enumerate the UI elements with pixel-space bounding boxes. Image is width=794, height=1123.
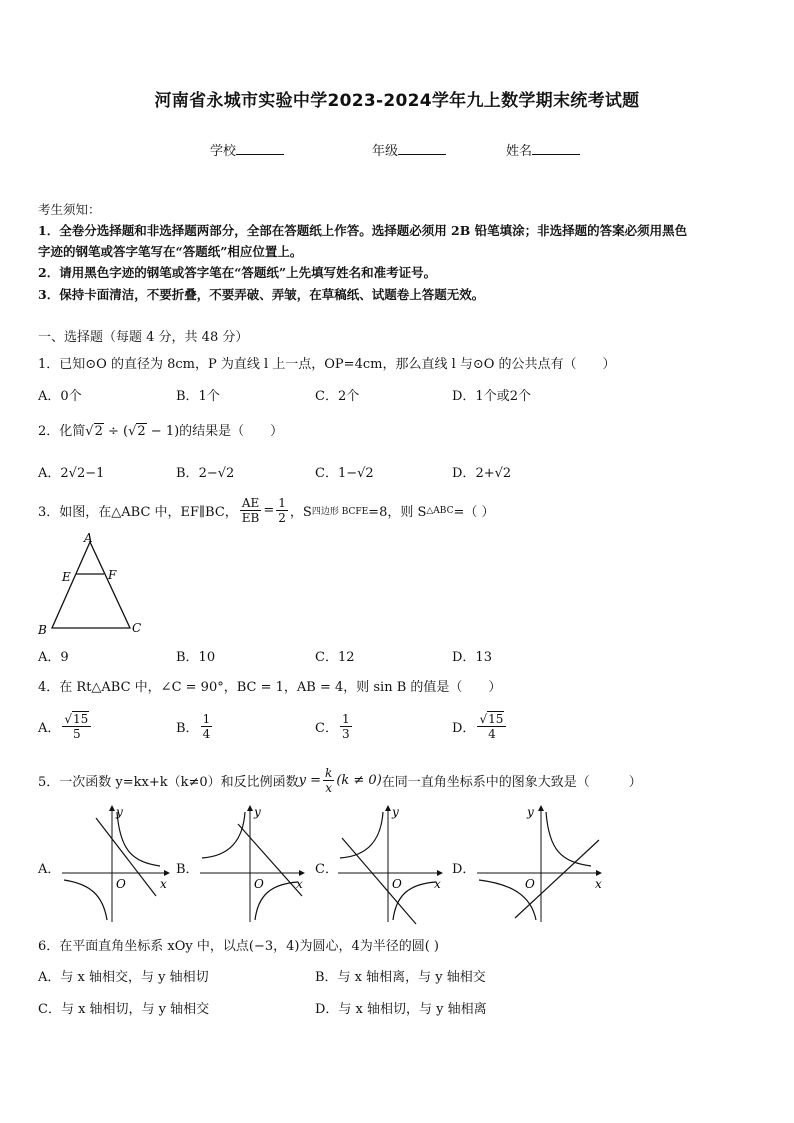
q4-option-d: D． $\frac{√15}{4}$: [452, 712, 508, 741]
section-heading: 一、选择题（每题 4 分，共 48 分）: [38, 330, 249, 345]
question-3: 3．如图，在△ABC 中，EF∥BC， $\frac{AE}{EB}$ = $\frac{1}{2}$ ，S 四边形 BCFE =8，则 S △ABC =（ ）: [38, 496, 495, 525]
question-4: 4．在 Rt△ABC 中，∠C = 90°，BC = 1，AB = 4，则 sin B 的值是（ ）: [38, 680, 502, 695]
q5-option-c-label: C．: [315, 862, 338, 877]
svg-text:O: O: [392, 877, 402, 891]
notice-heading: 考生须知：: [38, 202, 101, 217]
label-b: B: [38, 623, 47, 637]
svg-text:x: x: [595, 877, 602, 891]
q6-option-a: A．与 x 轴相交，与 y 轴相切: [38, 970, 209, 985]
label-f: F: [108, 568, 117, 582]
name-field: [506, 140, 580, 159]
question-2: 2．化简√2 ÷ (√2 − 1)的结果是（ ）: [38, 424, 284, 439]
q1-option-b: B．1个: [176, 389, 220, 404]
q2-option-b: B．2−√2: [176, 466, 235, 481]
linear-line: [342, 838, 416, 924]
hyperbola-branch-1: [202, 812, 245, 858]
q4-option-b: B． $\frac{1}{4}$: [176, 712, 211, 741]
x-arrow: [437, 870, 443, 876]
svg-text:O: O: [254, 877, 264, 891]
x-arrow: [596, 870, 602, 876]
q3-triangle-figure: [34, 532, 154, 642]
q4-option-a: A． $\frac{√15}{5}$: [38, 712, 93, 741]
q5-option-d-label: D．: [452, 862, 476, 877]
q3-half-fraction: $\frac{1}{2}$: [278, 496, 286, 525]
hyperbola-branch-2: [64, 880, 107, 920]
question-1: 1．已知⊙O 的直径为 8cm，P 为直线 l 上一点，OP=4cm，那么直线 l 与⊙O 的公共点有（ ）: [38, 357, 616, 372]
linear-line: [238, 824, 302, 896]
q3-ratio-fraction: $\frac{AE}{EB}$: [241, 496, 260, 525]
hyperbola-branch-1: [340, 812, 383, 858]
question-6: 6．在平面直角坐标系 xOy 中，以点(−3，4)为圆心，4为半径的圆( ): [38, 939, 439, 954]
y-arrow: [385, 805, 391, 811]
q1-option-c: C．2个: [315, 389, 360, 404]
svg-text:x: x: [160, 877, 167, 891]
q6-option-d: D．与 x 轴相切，与 y 轴相离: [315, 1002, 487, 1017]
q5-graph-b: [198, 800, 313, 925]
triangle-abc: [52, 542, 130, 628]
notice-item-1-cont: 字迹的钢笔或答字笔写在“答题纸”相应位置上。: [38, 244, 303, 259]
q5-k-over-x: $\frac{k}{x}$: [325, 766, 333, 795]
svg-text:x: x: [296, 877, 303, 891]
q3-option-d: D．13: [452, 650, 492, 665]
y-arrow: [538, 805, 544, 811]
question-5: 5．一次函数 y=kx+k（k≠0）和反比例函数 y = $\frac{k}{x}$ (k ≠ 0) 在同一直角坐标系中的图象大致是（ ）: [38, 766, 642, 795]
x-arrow: [299, 870, 305, 876]
name-label: 姓名: [506, 144, 533, 159]
q5-graph-c: [336, 800, 451, 925]
school-blank: [236, 141, 284, 155]
page-title: 河南省永城市实验中学2023-2024学年九上数学期末统考试题: [154, 91, 640, 111]
name-blank: [532, 141, 580, 155]
q3-option-b: B．10: [176, 650, 216, 665]
svg-text:y: y: [116, 805, 123, 819]
y-arrow: [109, 805, 115, 811]
svg-text:y: y: [392, 805, 399, 819]
notice-item-3: 3．保持卡面清洁，不要折叠，不要弄破、弄皱，在草稿纸、试题卷上答题无效。: [38, 287, 485, 302]
hyperbola-branch-1: [117, 812, 160, 866]
svg-text:y: y: [254, 805, 261, 819]
y-arrow: [247, 805, 253, 811]
svg-text:y: y: [527, 805, 534, 819]
grade-label: 年级: [372, 144, 399, 159]
q2-expression: √2 ÷ (√2 − 1): [85, 424, 180, 439]
q5-option-a-label: A．: [38, 862, 61, 877]
grade-blank: [398, 141, 446, 155]
q5-graph-d: [475, 800, 610, 925]
grade-field: [372, 140, 446, 159]
x-arrow: [164, 870, 170, 876]
hyperbola-branch-1: [546, 812, 591, 866]
q6-option-b: B．与 x 轴相离，与 y 轴相交: [315, 970, 486, 985]
notice-item-2: 2．请用黑色字迹的钢笔或答字笔在“答题纸”上先填写姓名和准考证号。: [38, 265, 437, 280]
q2-option-a: A．2√2−1: [38, 466, 105, 481]
svg-text:O: O: [525, 877, 535, 891]
q2-option-d: D．2+√2: [452, 466, 512, 481]
label-e: E: [62, 570, 71, 584]
q6-option-c: C．与 x 轴相切，与 y 轴相交: [38, 1002, 210, 1017]
q4-option-c: C． $\frac{1}{3}$: [315, 712, 350, 741]
q5-graph-a: [60, 800, 175, 925]
linear-line: [96, 818, 156, 896]
q5-option-b-label: B．: [176, 862, 199, 877]
q1-option-a: A．0个: [38, 389, 82, 404]
label-a: A: [84, 532, 93, 545]
school-label: 学校: [210, 144, 237, 159]
school-field: [210, 140, 284, 159]
svg-text:x: x: [434, 877, 441, 891]
label-c: C: [132, 621, 142, 635]
q2-option-c: C．1−√2: [315, 466, 374, 481]
q3-option-c: C．12: [315, 650, 355, 665]
q3-option-a: A．9: [38, 650, 69, 665]
q1-option-d: D．1个或2个: [452, 389, 531, 404]
svg-text:O: O: [116, 877, 126, 891]
notice-item-1: 1．全卷分选择题和非选择题两部分，全部在答题纸上作答。选择题必须用 2B 铅笔填涂；非选择题的答案必须用黑色: [38, 223, 688, 238]
